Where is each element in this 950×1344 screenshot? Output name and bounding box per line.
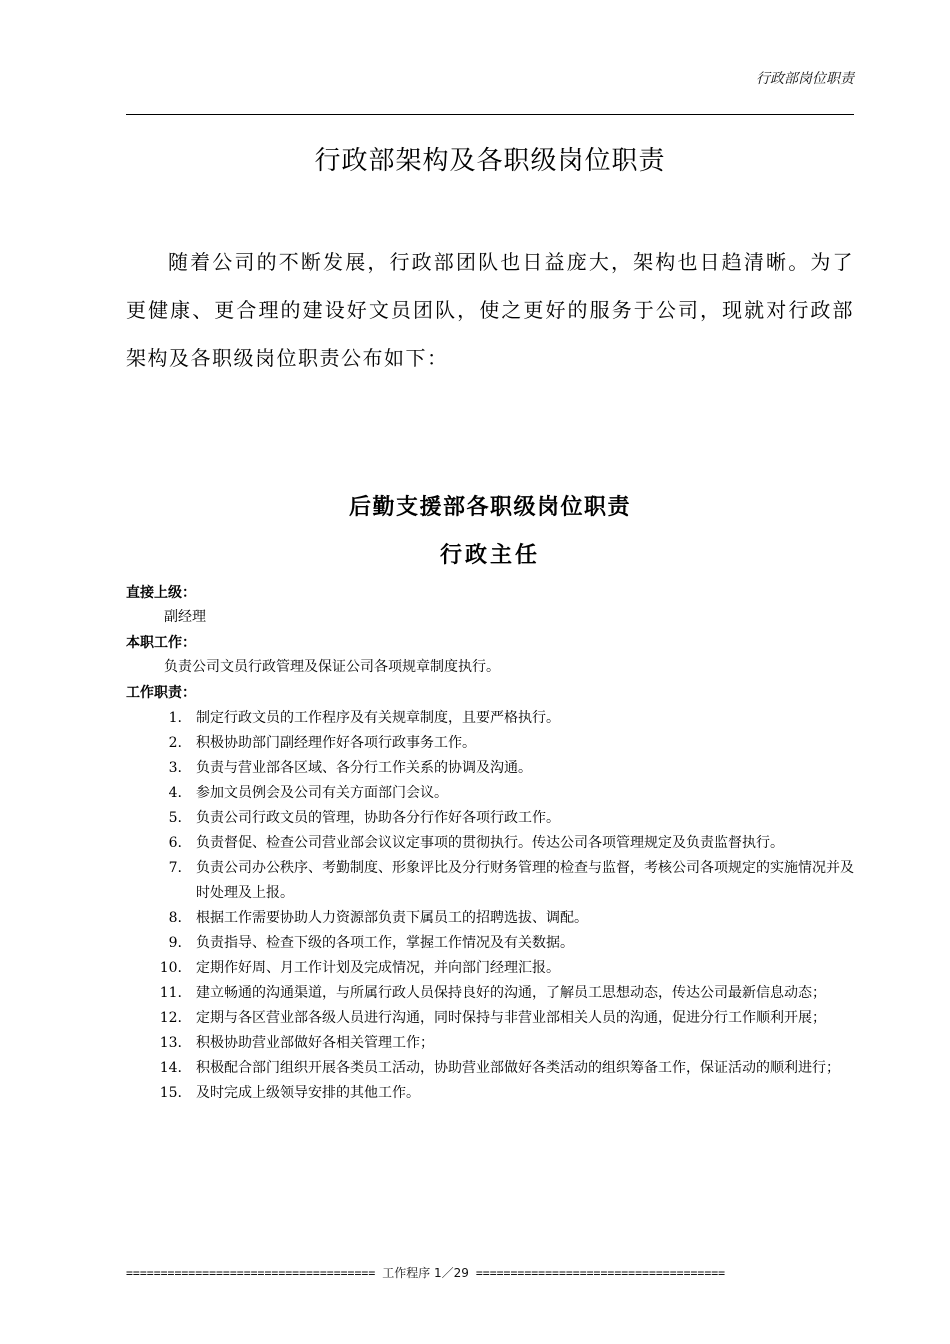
duty-number: 1. — [168, 710, 182, 726]
duty-number: 15. — [159, 1084, 182, 1101]
document-title: 行政部架构及各职级岗位职责 — [314, 146, 666, 176]
duty-item — [126, 831, 854, 856]
duty-number: 12. — [159, 1009, 182, 1026]
duty-item — [126, 781, 854, 806]
footer-right-rule: ==================================== — [475, 1266, 726, 1280]
duty-item — [126, 981, 854, 1006]
duty-text: 积极配合部门组织开展各类员工活动，协助营业部做好各类活动的组织筹备工作，保证活动的顺利进行； — [196, 1059, 840, 1076]
duty-number: 14. — [159, 1059, 182, 1076]
duty-text: 负责指导、检查下级的各项工作，掌握工作情况及有关数据。 — [196, 934, 574, 951]
duty-item — [126, 1006, 854, 1031]
duty-item — [126, 906, 854, 931]
page-footer — [126, 1264, 854, 1281]
duties-label: 工作职责： — [126, 685, 196, 701]
duty-item — [126, 1031, 854, 1056]
duty-item — [126, 956, 854, 981]
duty-item — [126, 931, 854, 956]
duty-item — [126, 1081, 854, 1106]
duties-list — [126, 706, 854, 1106]
duty-text: 积极协助营业部做好各相关管理工作； — [196, 1034, 434, 1051]
duty-number: 10. — [159, 959, 182, 976]
duty-text: 积极协助部门副经理作好各项行政事务工作。 — [196, 735, 476, 751]
duty-text: 及时完成上级领导安排的其他工作。 — [196, 1084, 420, 1101]
duty-text: 根据工作需要协助人力资源部负责下属员工的招聘选拔、调配。 — [196, 909, 588, 926]
role-title: 行政主任 — [439, 542, 540, 568]
duty-text: 制定行政文员的工作程序及有关规章制度，且要严格执行。 — [196, 710, 560, 726]
duty-number: 3. — [168, 760, 182, 776]
duty-item — [126, 806, 854, 831]
header-rule — [126, 114, 854, 115]
duty-item — [126, 856, 854, 905]
supervisor-label: 直接上级： — [126, 585, 196, 601]
duty-text: 负责与营业部各区域、各分行工作关系的协调及沟通。 — [196, 760, 532, 776]
work-label: 本职工作： — [126, 635, 196, 651]
duty-text: 参加文员例会及公司有关方面部门会议。 — [196, 785, 448, 801]
duty-item — [126, 731, 854, 756]
running-header: 行政部岗位职责 — [756, 71, 854, 87]
duty-number: 9. — [168, 934, 182, 951]
duty-text: 负责公司办公秩序、考勤制度、形象评比及分行财务管理的检查与监督，考核公司各项规定的实施情况并及时处理及上报。 — [196, 860, 854, 901]
duty-text: 负责督促、检查公司营业部会议议定事项的贯彻执行。传达公司各项管理规定及负责监督执行。 — [196, 835, 784, 851]
work-value: 负责公司文员行政管理及保证公司各项规章制度执行。 — [164, 659, 500, 675]
duty-item — [126, 1056, 854, 1081]
supervisor-value: 副经理 — [164, 609, 206, 625]
duty-number: 13. — [159, 1034, 182, 1051]
duty-item — [126, 756, 854, 781]
intro-paragraph: 随着公司的不断发展，行政部团队也日益庞大，架构也日趋清晰。为了更健康、更合理的建设好文员团队，使之更好的服务于公司，现就对行政部架构及各职级岗位职责公布如下： — [126, 250, 854, 370]
duty-number: 7. — [168, 860, 182, 876]
duty-number: 8. — [168, 909, 182, 926]
duty-number: 5. — [168, 810, 182, 826]
duty-text: 负责公司行政文员的管理，协助各分行作好各项行政工作。 — [196, 810, 560, 826]
page-number: 工作程序 1／29 — [382, 1266, 469, 1280]
duty-text: 定期与各区营业部各级人员进行沟通，同时保持与非营业部相关人员的沟通，促进分行工作顺利开展； — [196, 1009, 826, 1026]
section-title: 后勤支援部各职级岗位职责 — [348, 494, 631, 520]
duty-number: 11. — [159, 984, 182, 1001]
duty-number: 4. — [168, 785, 182, 801]
footer-left-rule: ==================================== — [126, 1266, 376, 1280]
duty-text: 建立畅通的沟通渠道，与所属行政人员保持良好的沟通，了解员工思想动态，传达公司最新信息动态； — [196, 984, 826, 1001]
duty-text: 定期作好周、月工作计划及完成情况，并向部门经理汇报。 — [196, 959, 560, 976]
duty-number: 2. — [168, 735, 182, 751]
duty-number: 6. — [168, 835, 182, 851]
duty-item — [126, 706, 854, 731]
